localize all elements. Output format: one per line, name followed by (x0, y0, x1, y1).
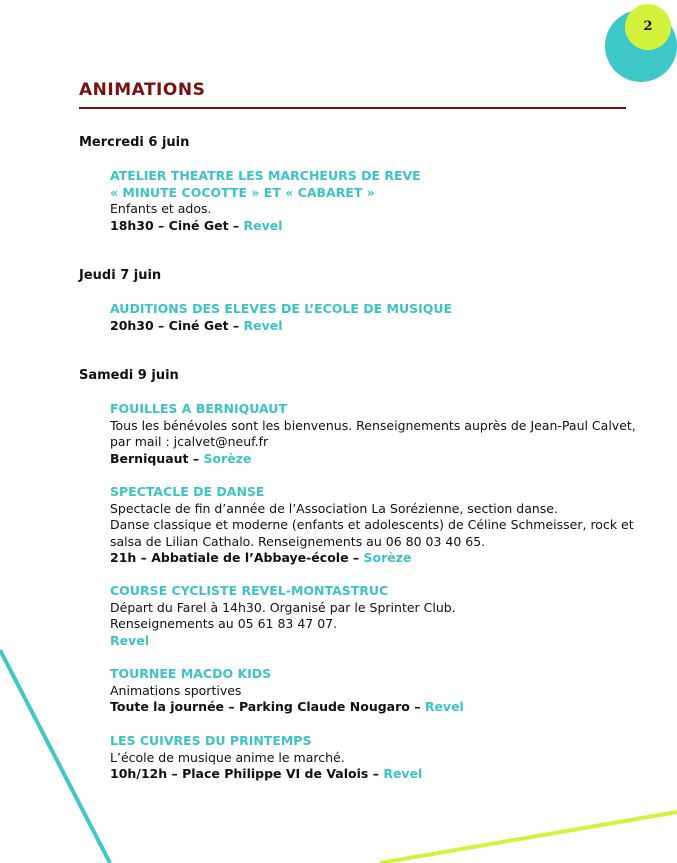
separator: – (228, 217, 244, 233)
day-heading: Jeudi 7 juin (79, 268, 162, 283)
event-title: FOUILLES A BERNIQUAUT (110, 401, 287, 416)
event-description: L’école de musique anime le marché. (110, 749, 345, 765)
event-description: Spectacle de fin d’année de l’Association La Sorézienne, section danse. (110, 500, 558, 516)
day-heading: Samedi 9 juin (79, 368, 179, 383)
event (110, 484, 640, 567)
event-title: LES CUIVRES DU PRINTEMPS (110, 733, 312, 748)
lime-diagonal-line (380, 812, 677, 863)
separator: – (348, 550, 364, 565)
event (110, 301, 640, 334)
separator: – (368, 766, 384, 781)
event-description: salsa de Lilian Cathalo. Renseignements au 06 80 03 40 65. (110, 533, 486, 549)
event-title: « MINUTE COCOTTE » ET « CABARET » (110, 184, 375, 200)
event-town: Revel (243, 317, 283, 333)
event-location: 21h – Abbatiale de l’Abbaye-école (110, 550, 349, 565)
event-description: Tous les bénévoles sont les bienvenus. Renseignements auprès de Jean-Paul Calvet, (110, 417, 636, 433)
event (110, 583, 640, 649)
event (110, 733, 640, 783)
event-description: par mail : jcalvet@neuf.fr (110, 434, 269, 449)
event-town: Revel (243, 217, 283, 233)
event-title: AUDITIONS DES ELEVES DE L’ECOLE DE MUSIQUE (110, 301, 453, 316)
event-town: Revel (383, 766, 423, 781)
event (110, 666, 640, 716)
event-location: 20h30 – Ciné Get (110, 317, 229, 333)
event-location: 10h/12h – Place Philippe VI de Valois (110, 766, 369, 781)
event-town: Sorèze (203, 450, 252, 466)
event-title: TOURNEE MACDO KIDS (110, 666, 272, 681)
separator: – (228, 317, 244, 333)
event-title: SPECTACLE DE DANSE (110, 484, 265, 499)
event-town: Sorèze (363, 550, 412, 565)
event-description: Danse classique et moderne (enfants et adolescents) de Céline Schmeisser, rock et (110, 517, 634, 532)
event (110, 168, 640, 234)
page-title: ANIMATIONS (79, 80, 206, 100)
title-divider (79, 107, 626, 109)
event (110, 401, 640, 467)
event-location: Berniquaut (110, 450, 189, 466)
day-heading: Mercredi 6 juin (79, 135, 190, 150)
teal-diagonal-line (0, 650, 110, 863)
event-title: ATELIER THEATRE LES MARCHEURS DE REVE (110, 168, 421, 183)
event-town: Revel (110, 632, 150, 648)
event-description: Enfants et ados. (110, 201, 212, 216)
separator: – (188, 450, 204, 466)
event-description: Animations sportives (110, 682, 242, 698)
event-town: Revel (424, 699, 464, 714)
event-location: Toute la journée – Parking Claude Nougaro (110, 699, 410, 714)
page-number: 2 (643, 19, 653, 34)
separator: – (409, 699, 425, 714)
event-location: 18h30 – Ciné Get (110, 217, 229, 233)
event-title: COURSE CYCLISTE REVEL-MONTASTRUC (110, 583, 389, 598)
event-description: Renseignements au 05 61 83 47 07. (110, 616, 338, 631)
event-description: Départ du Farel à 14h30. Organisé par le Sprinter Club. (110, 599, 456, 615)
